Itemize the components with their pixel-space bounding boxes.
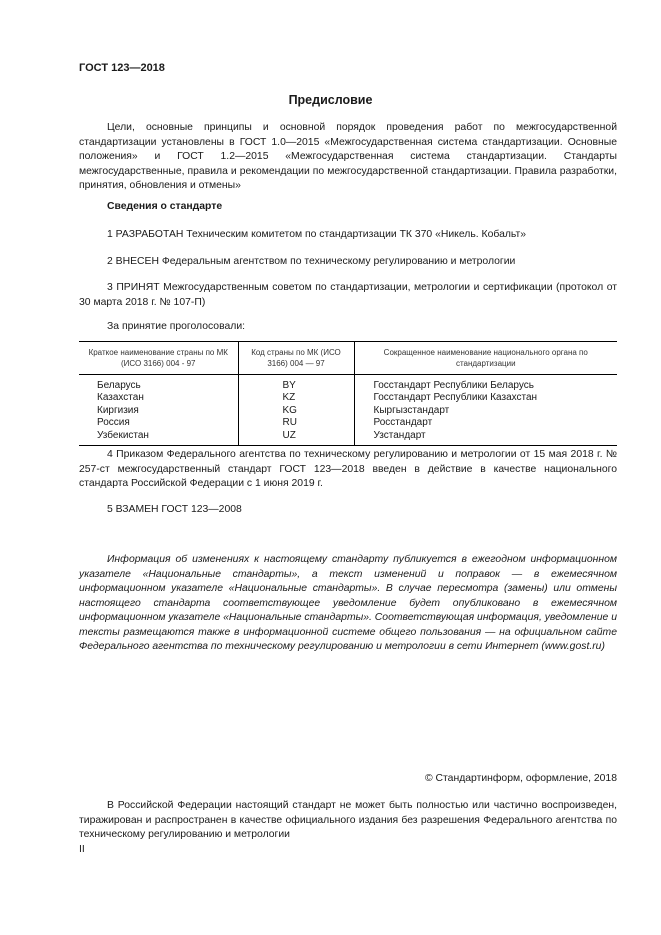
- item-developed: 1 РАЗРАБОТАН Техническим комитетом по стандартизации ТК 370 «Никель. Кобальт»: [107, 229, 527, 240]
- table-row: [79, 417, 617, 429]
- page-number: II: [79, 843, 85, 855]
- notice-paragraph: Информация об изменениях к настоящему стандарту публикуется в ежегодном информационном указателе «Национальные стандарты», а текст изменений и поправок — в ежемесячном информационном указателе «Национальные стандарты». В случае пересмотра (замены) или отмены настоящего стандарта соответствующее уведомление будет опубликовано в ежемесячном информационном указателе «Национальные стандарты». Соответствующая информация, уведомление и тексты размещаются также в информационной системе общего пользования — на официальном сайте Федерального агентства по техническому регулированию и метрологии в сети Интернет (www.gost.ru): [79, 554, 617, 652]
- table-row: [79, 405, 617, 417]
- national-body-cell: Госстандарт Республики Беларусь: [354, 375, 617, 393]
- page-title: Предисловие: [288, 93, 373, 107]
- voting-table: [79, 341, 617, 446]
- national-body-cell: Кыргызстандарт: [354, 405, 617, 417]
- copyright-line: © Стандартинформ, оформление, 2018: [424, 773, 617, 784]
- item-adopted: 3 ПРИНЯТ Межгосударственным советом по стандартизации, метрологии и сертификации (протокол от 30 марта 2018 г. № 107-П): [79, 282, 617, 308]
- document-id: ГОСТ 123—2018: [79, 62, 165, 74]
- country-name-cell: Россия: [97, 417, 130, 429]
- header-country-name: Краткое наименование страны по МК (ИСО 3166) 004 - 97: [79, 342, 238, 375]
- item-introduced: 2 ВНЕСЕН Федеральным агентством по техническому регулированию и метрологии: [107, 256, 516, 267]
- voted-label: За принятие проголосовали:: [107, 321, 246, 332]
- national-body-cell: Госстандарт Республики Казахстан: [354, 392, 617, 404]
- table-row: [79, 392, 617, 404]
- header-national-body: Сокращенное наименование национального органа по стандартизации: [354, 342, 617, 375]
- country-code-cell: UZ: [238, 430, 354, 446]
- national-body-cell: Узстандарт: [354, 430, 617, 446]
- header-country-code: Код страны по МК (ИСО 3166) 004 — 97: [238, 342, 354, 375]
- legal-notice: В Российской Федерации настоящий стандарт не может быть полностью или частично воспроизведен, тиражирован и распространен в качестве официального издания без разрешения Федерального агентства по техническому регулированию и метрологии: [79, 800, 617, 840]
- country-code-cell: RU: [238, 417, 354, 429]
- table-header-row: [79, 342, 617, 375]
- info-heading: Сведения о стандарте: [107, 201, 223, 212]
- country-name-cell: Киргизия: [97, 404, 139, 416]
- table-row: [79, 430, 617, 446]
- item-enacted: 4 Приказом Федерального агентства по техническому регулированию и метрологии от 15 мая 2018 г. № 257-ст межгосударственный стандарт ГОСТ 123—2018 введен в действие в качестве национального стандарта Российской Федерации с 1 июня 2019 г.: [79, 449, 617, 489]
- item-replaces: 5 ВЗАМЕН ГОСТ 123—2008: [107, 504, 242, 515]
- table-row: [79, 375, 617, 393]
- country-code-cell: KZ: [238, 392, 354, 404]
- country-code-cell: KG: [238, 405, 354, 417]
- country-code-cell: BY: [238, 375, 354, 393]
- country-name-cell: Беларусь: [97, 380, 141, 391]
- country-name-cell: Казахстан: [97, 392, 144, 404]
- intro-paragraph: Цели, основные принципы и основной порядок проведения работ по межгосударственной стандартизации установлены в ГОСТ 1.0—2015 «Межгосударственная система стандартизации. Основные положения» и ГОСТ 1.2—2015 «Межгосударственная система стандартизации. Стандарты межгосударственные, правила и рекомендации по межгосударственной стандартизации. Правила разработки, принятия, обновления и отмены»: [79, 122, 617, 191]
- national-body-cell: Росстандарт: [354, 417, 617, 429]
- country-name-cell: Узбекистан: [79, 430, 238, 446]
